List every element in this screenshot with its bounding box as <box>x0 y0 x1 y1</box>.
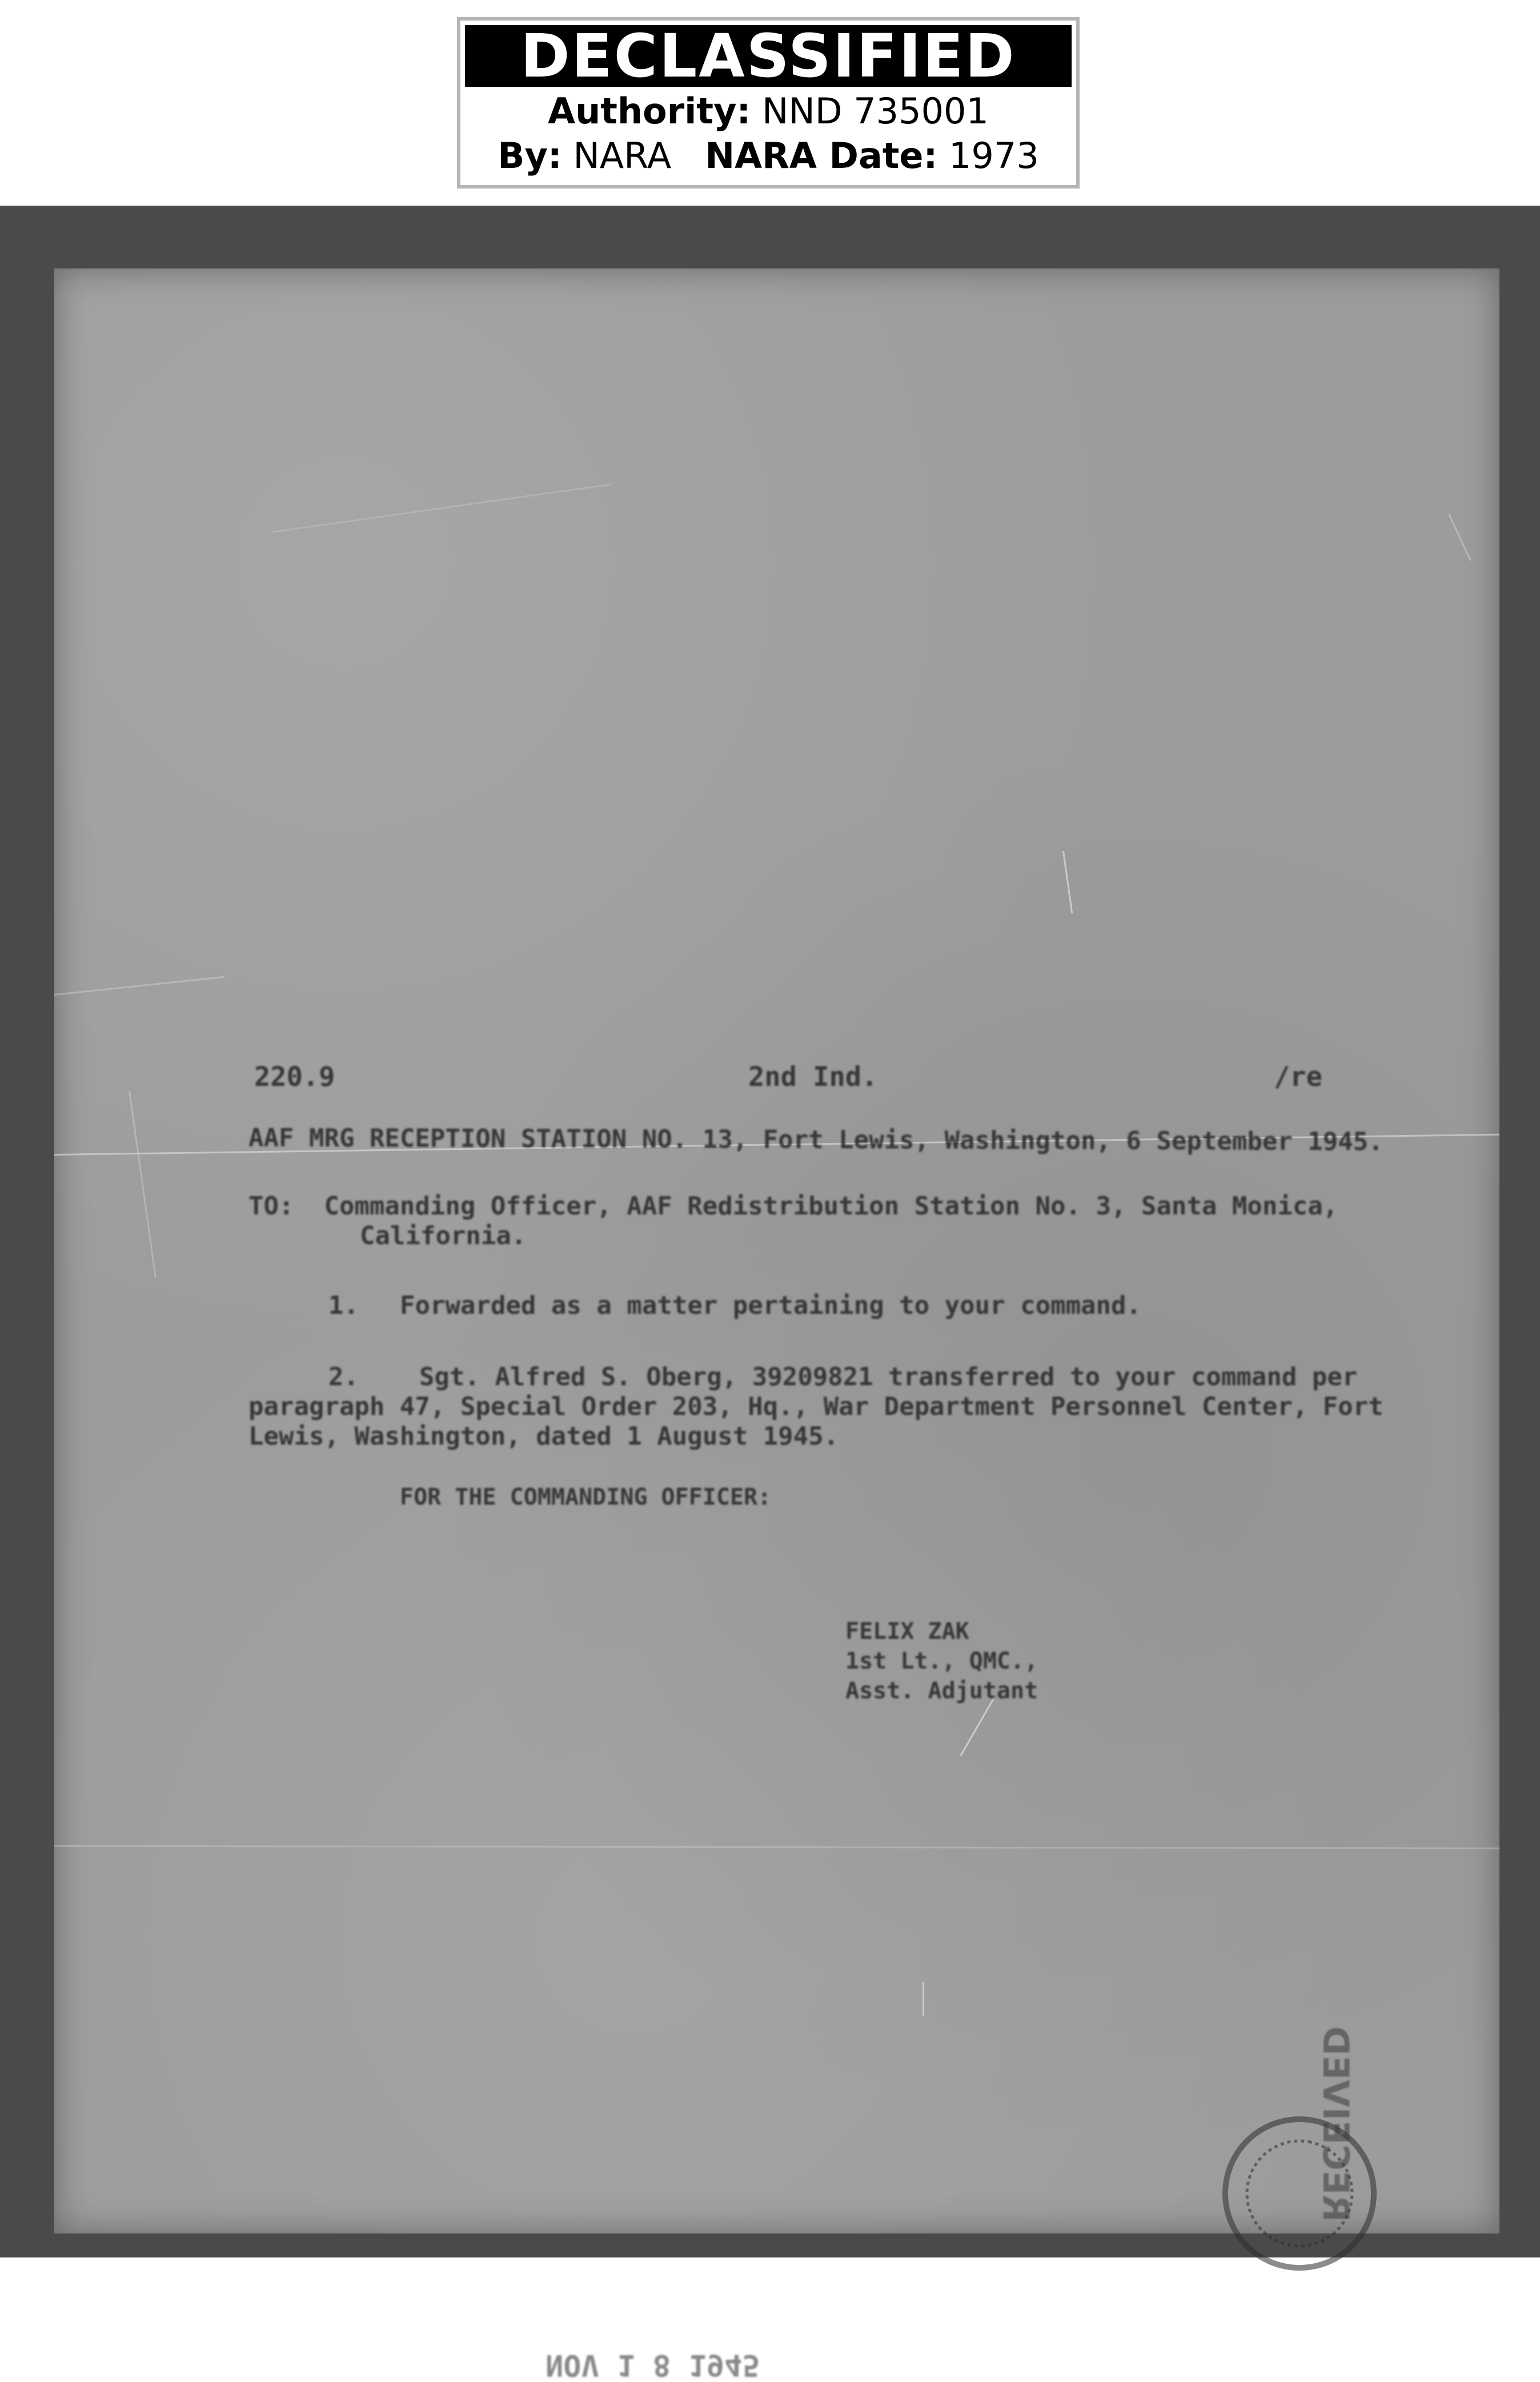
from-line: AAF MRG RECEPTION STATION NO. 13, Fort Lewis, Washington, 6 September 1945. <box>248 1123 1383 1157</box>
paragraph-1-number: 1. <box>328 1291 359 1320</box>
closing-line: FOR THE COMMANDING OFFICER: <box>400 1484 772 1510</box>
by-date-line <box>460 135 1076 177</box>
paper-scratch <box>129 1091 157 1278</box>
paper-crease <box>271 484 611 533</box>
by-value: NARA <box>573 135 672 177</box>
signer-title: Asst. Adjutant <box>845 1678 1038 1704</box>
to-line: TO: Commanding Officer, AAF Redistribution Station No. 3, Santa Monica, <box>248 1192 1338 1221</box>
authority-line <box>460 90 1076 132</box>
paragraph-1-text: Forwarded as a matter pertaining to your command. <box>400 1291 1142 1320</box>
authority-value: NND 735001 <box>762 90 989 132</box>
signer-name: FELIX ZAK <box>845 1618 969 1645</box>
paragraph-2-line-2: paragraph 47, Special Order 203, Hq., War Department Personnel Center, Fort <box>248 1392 1383 1421</box>
scanned-document <box>0 206 1540 2382</box>
declassified-banner: DECLASSIFIED <box>465 25 1072 87</box>
received-stamp-circle <box>1207 2101 1392 2286</box>
signer-rank: 1st Lt., QMC., <box>845 1648 1038 1674</box>
received-stamp-text: RECEIVED <box>1315 2026 1357 2222</box>
to-line-continued: California. <box>360 1221 527 1250</box>
date-stamp: NOV 1 8 1945 <box>546 2348 760 2382</box>
declassified-stamp <box>457 17 1080 189</box>
paper-scratch <box>923 1982 924 2016</box>
nara-date-value: 1973 <box>948 135 1039 177</box>
typist-initials: /re <box>1274 1061 1322 1093</box>
paper-scratch <box>1448 514 1471 561</box>
indorsement-number: 2nd Ind. <box>748 1061 878 1093</box>
paper-sheet <box>54 268 1499 2382</box>
paragraph-2-line-3: Lewis, Washington, dated 1 August 1945. <box>248 1422 839 1451</box>
file-number: 220.9 <box>254 1061 335 1093</box>
paper-scratch <box>1062 851 1073 913</box>
nara-date-label: NARA Date: <box>705 135 938 177</box>
authority-label: Authority: <box>548 90 751 132</box>
paragraph-2-line-1: 2. Sgt. Alfred S. Oberg, 39209821 transferred to your command per <box>328 1362 1358 1391</box>
paper-crease <box>54 976 225 996</box>
paper-crease <box>54 1845 1499 1849</box>
by-label: By: <box>498 135 562 177</box>
